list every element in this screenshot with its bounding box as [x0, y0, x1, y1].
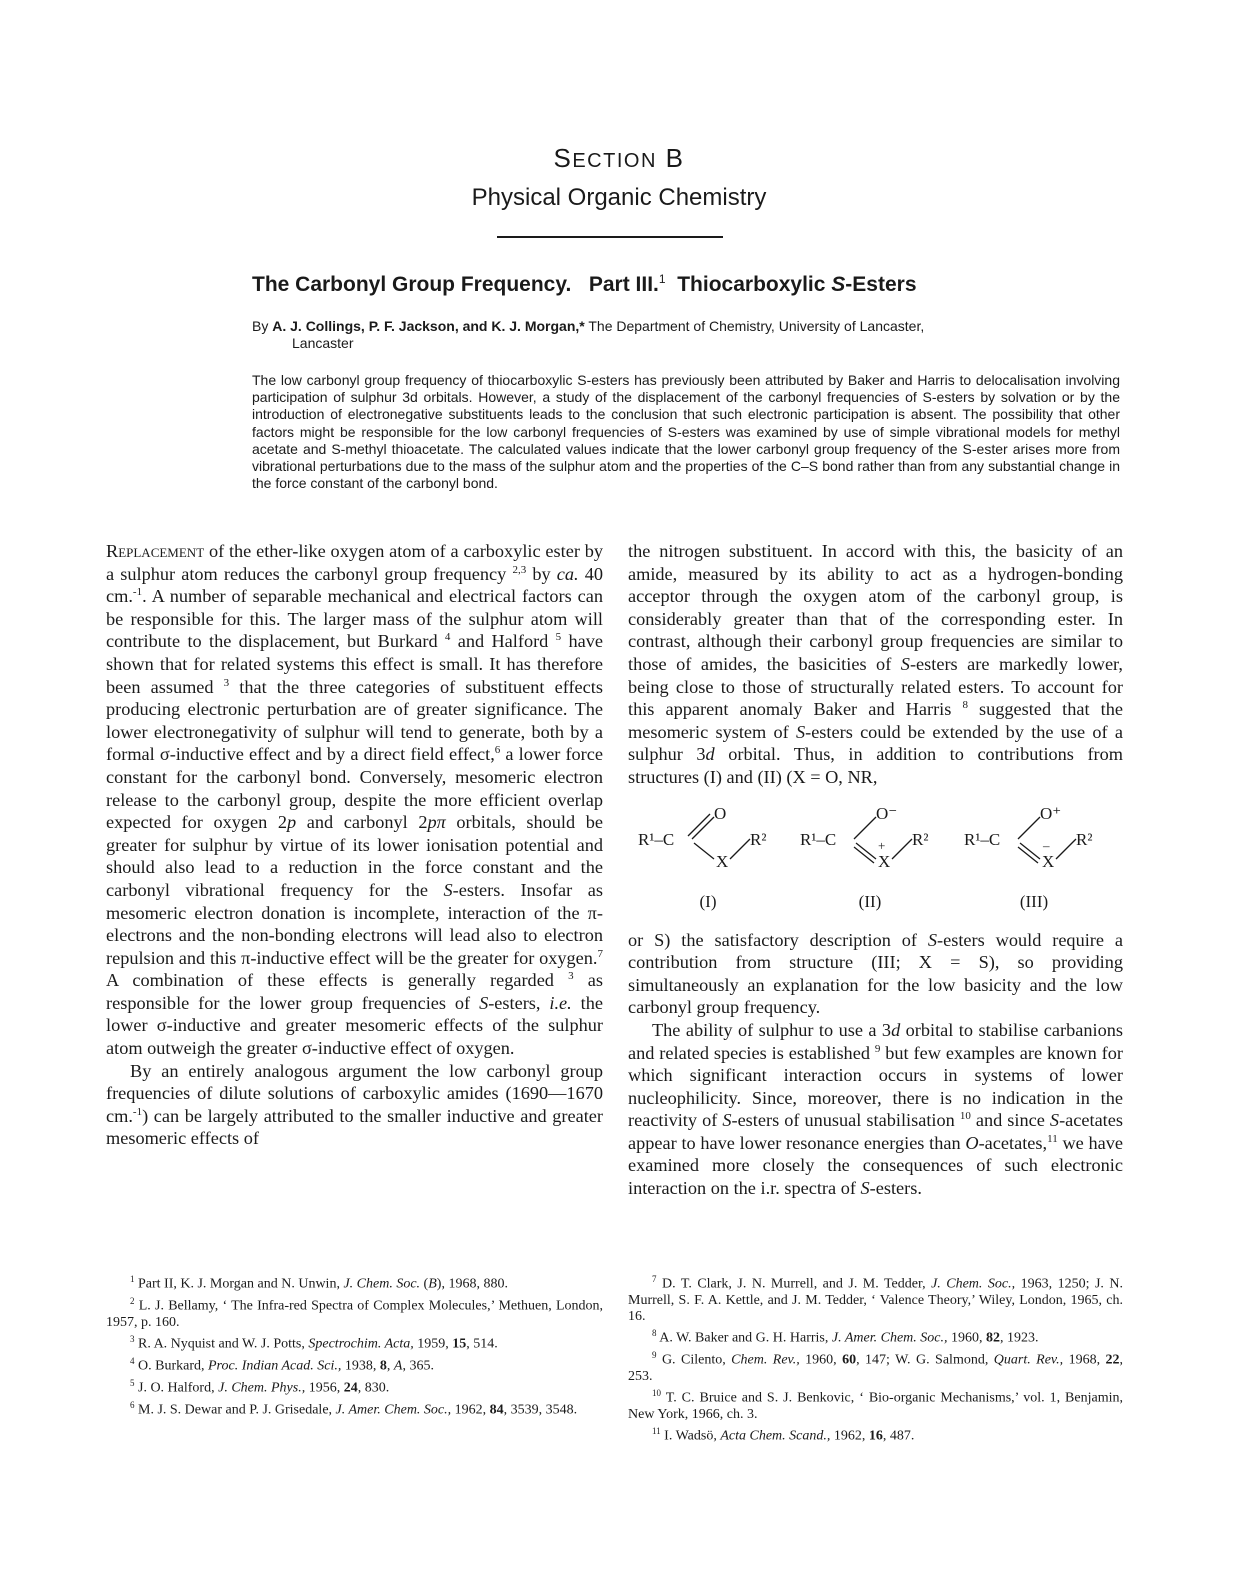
journal-name: J. Chem. Soc., — [931, 1276, 1016, 1292]
text-italic: A — [393, 1358, 403, 1374]
structure-label: (I) — [699, 891, 717, 911]
text: or S) the satisfactory description of — [628, 929, 928, 950]
text-italic: ca. — [556, 563, 579, 584]
title-divider — [497, 236, 723, 238]
text: a lower force constant for the carbonyl bond. Conversely, mesomeric electron release to the carbonyl group, despite the more efficient overlap expected for oxygen 2 — [106, 744, 603, 833]
footnote-number: 11 — [652, 1426, 661, 1437]
text: 1962, — [451, 1402, 490, 1418]
oxygen-anion-label: O⁻ — [876, 803, 898, 823]
title-part-a: The Carbonyl Group Frequency. — [252, 273, 572, 296]
volume: 22 — [1105, 1352, 1120, 1368]
text: By an entirely analogous argument the low carbonyl group frequencies of dilute solutions of carboxylic amides (1690—1670 cm. — [106, 1060, 603, 1126]
body-column-left — [106, 540, 603, 1150]
footnote-number: 9 — [652, 1350, 657, 1361]
structure-iii — [964, 803, 1104, 915]
journal-name: Chem. Rev., — [731, 1352, 800, 1368]
footnote-number: 5 — [130, 1377, 135, 1388]
journal-name: Spectrochim. Acta, — [308, 1336, 414, 1352]
text: have shown that for related systems this effect is small. It has therefore been assumed — [106, 631, 603, 697]
volume: 24 — [343, 1380, 358, 1396]
reference-mark: 3 — [223, 676, 230, 689]
text: the nitrogen substituent. In accord with this, the basicity of an amide, measured by its ability to act as a hydrogen-bonding acceptor through the oxygen atom of the carbonyl group, is considerably greater than that of the corresponding ester. In contrast, although their carbonyl group frequencies are similar to those of amides, the basicities of — [628, 541, 1123, 674]
text: I. Wadsö, — [660, 1428, 721, 1444]
r2-label: R² — [912, 829, 929, 849]
footnote — [628, 1423, 1123, 1445]
text: , 147; W. G. Salmond, — [856, 1352, 994, 1368]
text: , 514. — [466, 1336, 498, 1352]
oxygen-cation-label: O⁺ — [1040, 803, 1062, 823]
text: A combination of these effects is generally regarded — [106, 970, 554, 991]
journal-name: J. Amer. Chem. Soc., — [335, 1402, 452, 1418]
text: and carbonyl 2 — [296, 812, 428, 833]
text: R. A. Nyquist and W. J. Potts, — [134, 1336, 309, 1352]
section-initial: S — [553, 143, 573, 173]
footnote — [628, 1271, 1123, 1325]
footnote-number: 1 — [130, 1274, 135, 1284]
text: 40 cm. — [106, 563, 604, 607]
text: A. W. Baker and G. H. Harris, — [656, 1330, 832, 1346]
reference-mark: 4 — [444, 631, 451, 644]
text-italic: d — [705, 744, 715, 765]
footnote — [106, 1375, 603, 1397]
text: . A number of separable mechanical and electrical factors can be responsible for this. The larger mass of the sulphur atom will contribute to the displacement, but Burkard — [106, 586, 603, 652]
structure-label: (III) — [1019, 891, 1049, 911]
text: but few examples are known for which significant interaction occurs in systems of lower nucleophilicity. Since, moreover, there is no indication in the reactivity of — [628, 1042, 1123, 1131]
paragraph — [106, 540, 603, 1060]
footnote — [106, 1293, 603, 1331]
text: and Halford — [450, 631, 549, 652]
paragraph — [628, 1019, 1123, 1200]
text: orbital. Thus, in addition to contributions from structures (I) and (II) (X = O, NR, — [628, 744, 1124, 787]
text: , 830. — [357, 1380, 390, 1396]
title-italic-s: S — [831, 273, 846, 296]
text: -esters would require a contribution from structure (III; X = S), so providing simultaneously an explanation for the low basicity and the low carbonyl group frequency. — [628, 929, 1123, 1018]
text: D. T. Clark, J. N. Murrell, and J. M. Tedder, — [656, 1276, 932, 1292]
reference-mark: 9 — [874, 1042, 881, 1055]
footnote-number: 6 — [130, 1399, 135, 1410]
reference-mark: 6 — [494, 744, 501, 757]
text: ( — [420, 1276, 429, 1292]
volume: 8 — [379, 1358, 387, 1374]
text: , — [386, 1358, 394, 1374]
text: ) can be largely attributed to the smaller inductive and greater mesomeric effects of — [106, 1105, 603, 1149]
section-subtitle: Physical Organic Chemistry — [471, 184, 767, 211]
paragraph — [106, 1060, 603, 1150]
reference-mark: 8 — [962, 699, 968, 712]
x-label: X — [878, 851, 891, 871]
text: G. Cilento, — [656, 1352, 732, 1368]
text-italic: S — [1049, 1110, 1060, 1131]
text: and since — [970, 1110, 1050, 1131]
text: as responsible for the lower group frequencies of — [106, 970, 603, 1013]
affiliation-line: The Department of Chemistry, University of Lancaster, — [584, 318, 925, 334]
text: -acetates appear to have lower resonance energies than — [628, 1110, 1123, 1153]
text-italic: B — [428, 1276, 437, 1292]
footnote — [106, 1271, 603, 1293]
author-names: A. J. Collings, P. F. Jackson, and K. J. Morgan,* — [272, 318, 585, 334]
text-italic: S — [479, 992, 489, 1013]
volume: 82 — [985, 1330, 1000, 1346]
journal-name: J. Chem. Soc. — [343, 1276, 421, 1292]
reference-mark: 11 — [1047, 1132, 1058, 1145]
r1-carbon-label: R¹–C — [964, 829, 1001, 849]
text-italic: S — [927, 929, 938, 950]
reference-mark: 5 — [555, 631, 562, 644]
paragraph — [628, 929, 1123, 1019]
footnote — [106, 1397, 603, 1419]
text-italic: S — [722, 1110, 732, 1131]
text: 1938, — [341, 1358, 380, 1374]
text: The ability of sulphur to use a 3 — [652, 1019, 892, 1040]
text-italic: pπ — [427, 812, 446, 833]
text: T. C. Bruice and S. J. Benkovic, ‘ Bio-organic Mechanisms,’ vol. 1, Benjamin, New York, 1966, ch. 3. — [628, 1390, 1123, 1423]
text: -esters are markedly lower, being close to those of structurally related esters. To account for this apparent anomaly Baker and Harris — [628, 653, 1123, 720]
structure-i — [638, 803, 778, 915]
affiliation-city: Lancaster — [292, 335, 354, 351]
footnote — [106, 1353, 603, 1375]
section-word: ECTION — [572, 150, 657, 172]
superscript: -1 — [132, 1105, 143, 1118]
text: , 365. — [402, 1358, 434, 1374]
text: of the ether-like oxygen atom of a carboxylic ester by a sulphur atom reduces the carbonyl group frequency — [106, 541, 603, 584]
text: 1959, — [413, 1336, 453, 1352]
text: orbitals, should be greater for sulphur by virtue of its lower ionisation potential and should also lead to a reduction in the force constant and the carbonyl vibrational frequency for the — [106, 812, 603, 900]
text: , 487. — [882, 1428, 915, 1444]
text: 1968, — [1063, 1352, 1106, 1368]
text: 1962, — [830, 1428, 869, 1444]
structure-ii — [800, 803, 940, 915]
footnote-number: 4 — [130, 1355, 135, 1366]
r1-carbon-label: R¹–C — [800, 829, 837, 849]
text-italic: i.e. — [549, 992, 572, 1013]
x-label: X — [716, 851, 729, 871]
text: 1956, — [305, 1380, 344, 1396]
reference-mark: 3 — [568, 970, 574, 983]
reference-mark: 10 — [959, 1110, 971, 1123]
oxygen-label: O — [714, 803, 727, 823]
text: -esters, — [488, 992, 550, 1013]
footnote — [628, 1325, 1123, 1347]
journal-name: Acta Chem. Scand., — [720, 1428, 831, 1444]
text: we have examined more closely the consequences of such electronic interaction on the i.r. spectra of — [628, 1132, 1124, 1199]
text-italic: S — [443, 879, 453, 900]
text: M. J. S. Dewar and P. J. Grisedale, — [134, 1402, 336, 1418]
positive-charge: + — [878, 837, 886, 853]
journal-name: J. Chem. Phys., — [218, 1380, 306, 1396]
footnote-number: 3 — [130, 1333, 135, 1344]
reference-mark: 7 — [597, 947, 603, 960]
text-italic: d — [891, 1019, 901, 1040]
article-title — [252, 272, 917, 297]
section-letter: B — [665, 143, 685, 173]
footnote — [628, 1385, 1123, 1423]
journal-name: Quart. Rev., — [993, 1352, 1064, 1368]
text: Part II, K. J. Morgan and N. Unwin, — [134, 1276, 344, 1292]
volume: 84 — [489, 1402, 504, 1418]
text: J. O. Halford, — [134, 1380, 219, 1396]
paragraph — [628, 540, 1123, 789]
text-italic: S — [860, 1178, 870, 1199]
text: ), 1968, 880. — [436, 1276, 508, 1292]
text: -esters. Insofar as mesomeric electron donation is incomplete, interaction of the π-electrons and the non-bonding electrons will lead also to electron repulsion and this π-inductive effect will be the greater for oxygen. — [106, 879, 603, 968]
footnotes-left — [106, 1271, 603, 1418]
text-italic: S — [900, 653, 910, 674]
footnote — [628, 1347, 1123, 1385]
volume: 16 — [868, 1428, 883, 1444]
title-part-c-rest: -Esters — [845, 273, 917, 296]
superscript: -1 — [132, 586, 143, 599]
title-part-c: Thiocarboxylic — [677, 273, 832, 296]
text: , 253. — [628, 1352, 1124, 1384]
volume: 15 — [452, 1336, 467, 1352]
footnote — [106, 1331, 603, 1353]
by-label: By — [252, 318, 273, 334]
body-column-right — [628, 540, 1123, 1200]
text: 1963, 1250; J. N. Murrell, S. F. A. Kettle, and J. M. Tedder, ‘ Valence Theory,’ Wiley, London, 1965, ch. 16. — [628, 1276, 1123, 1325]
resonance-structures — [628, 803, 1123, 921]
text: orbital to stabilise carbanions and related species is established — [628, 1019, 1123, 1063]
text: O. Burkard, — [134, 1358, 208, 1374]
text: -esters could be extended by the use of a sulphur 3 — [628, 721, 1123, 765]
text: suggested that the mesomeric system of — [628, 699, 1123, 742]
abstract: The low carbonyl group frequency of thiocarboxylic S-esters has previously been attributed by Baker and Harris to delocalisation involving participation of sulphur 3d orbitals. However, a study of the displacement of the carbonyl frequencies of S-esters by solvation or by the introduction of electronegative substituents leads to the conclusion that such electronic participation is absent. The possibility that other factors might be responsible for the low carbonyl frequencies of S-esters was examined by use of simple vibrational models for methyl acetate and S-methyl thioacetate. The calculated values indicate that the lower carbonyl group frequency of the S-ester arises more from vibrational perturbations due to the mass of the sulphur atom and the properties of the C–S bond rather than from any substantial change in the force constant of the carbonyl bond. — [252, 372, 1120, 492]
text: -acetates, — [978, 1132, 1048, 1153]
text: 1960, — [799, 1352, 843, 1368]
text: by — [526, 563, 557, 584]
text: L. J. Bellamy, ‘ The Infra-red Spectra of Complex Molecules,’ Methuen, London, 1957, p. 160. — [106, 1298, 603, 1330]
text: that the three categories of substituent effects producing electronic perturbation are of greater significance. The lower electronegativity of sulphur will tend to generate, both by a formal σ-inductive effect and by a direct field effect, — [106, 676, 603, 765]
x-label: X — [1042, 851, 1055, 871]
author-byline — [252, 318, 1120, 352]
footnote-number: 2 — [130, 1295, 135, 1306]
text: the lower σ-inductive and greater mesomeric effects of the sulphur atom outweigh the greater σ-inductive effect of oxygen. — [106, 992, 603, 1059]
footnotes-right — [628, 1271, 1123, 1445]
footnote-number: 7 — [652, 1274, 657, 1284]
text-italic: S — [795, 721, 806, 742]
section-heading — [0, 143, 1238, 174]
text: , 3539, 3548. — [503, 1402, 578, 1418]
reference-mark: 2,3 — [512, 563, 527, 576]
title-ref: 1 — [658, 272, 666, 286]
structure-label: (II) — [858, 891, 882, 911]
text: 1960, — [947, 1330, 986, 1346]
journal-name: J. Amer. Chem. Soc., — [831, 1330, 948, 1346]
text: -esters. — [869, 1178, 922, 1199]
volume: 60 — [842, 1352, 857, 1368]
footnote-number: 8 — [652, 1328, 657, 1339]
lead-word: Replacement — [106, 541, 205, 561]
text-italic: O — [965, 1132, 979, 1153]
text: , 1923. — [999, 1330, 1039, 1346]
journal-name: Proc. Indian Acad. Sci., — [208, 1358, 342, 1374]
title-part-b: Part III. — [588, 273, 659, 296]
text: -esters of unusual stabilisation — [731, 1110, 955, 1131]
footnote-number: 10 — [652, 1388, 661, 1399]
r2-label: R² — [750, 829, 767, 849]
text-italic: p — [287, 812, 297, 833]
r2-label: R² — [1076, 829, 1093, 849]
negative-charge: – — [1043, 837, 1050, 853]
r1-carbon-label: R¹–C — [638, 829, 675, 849]
